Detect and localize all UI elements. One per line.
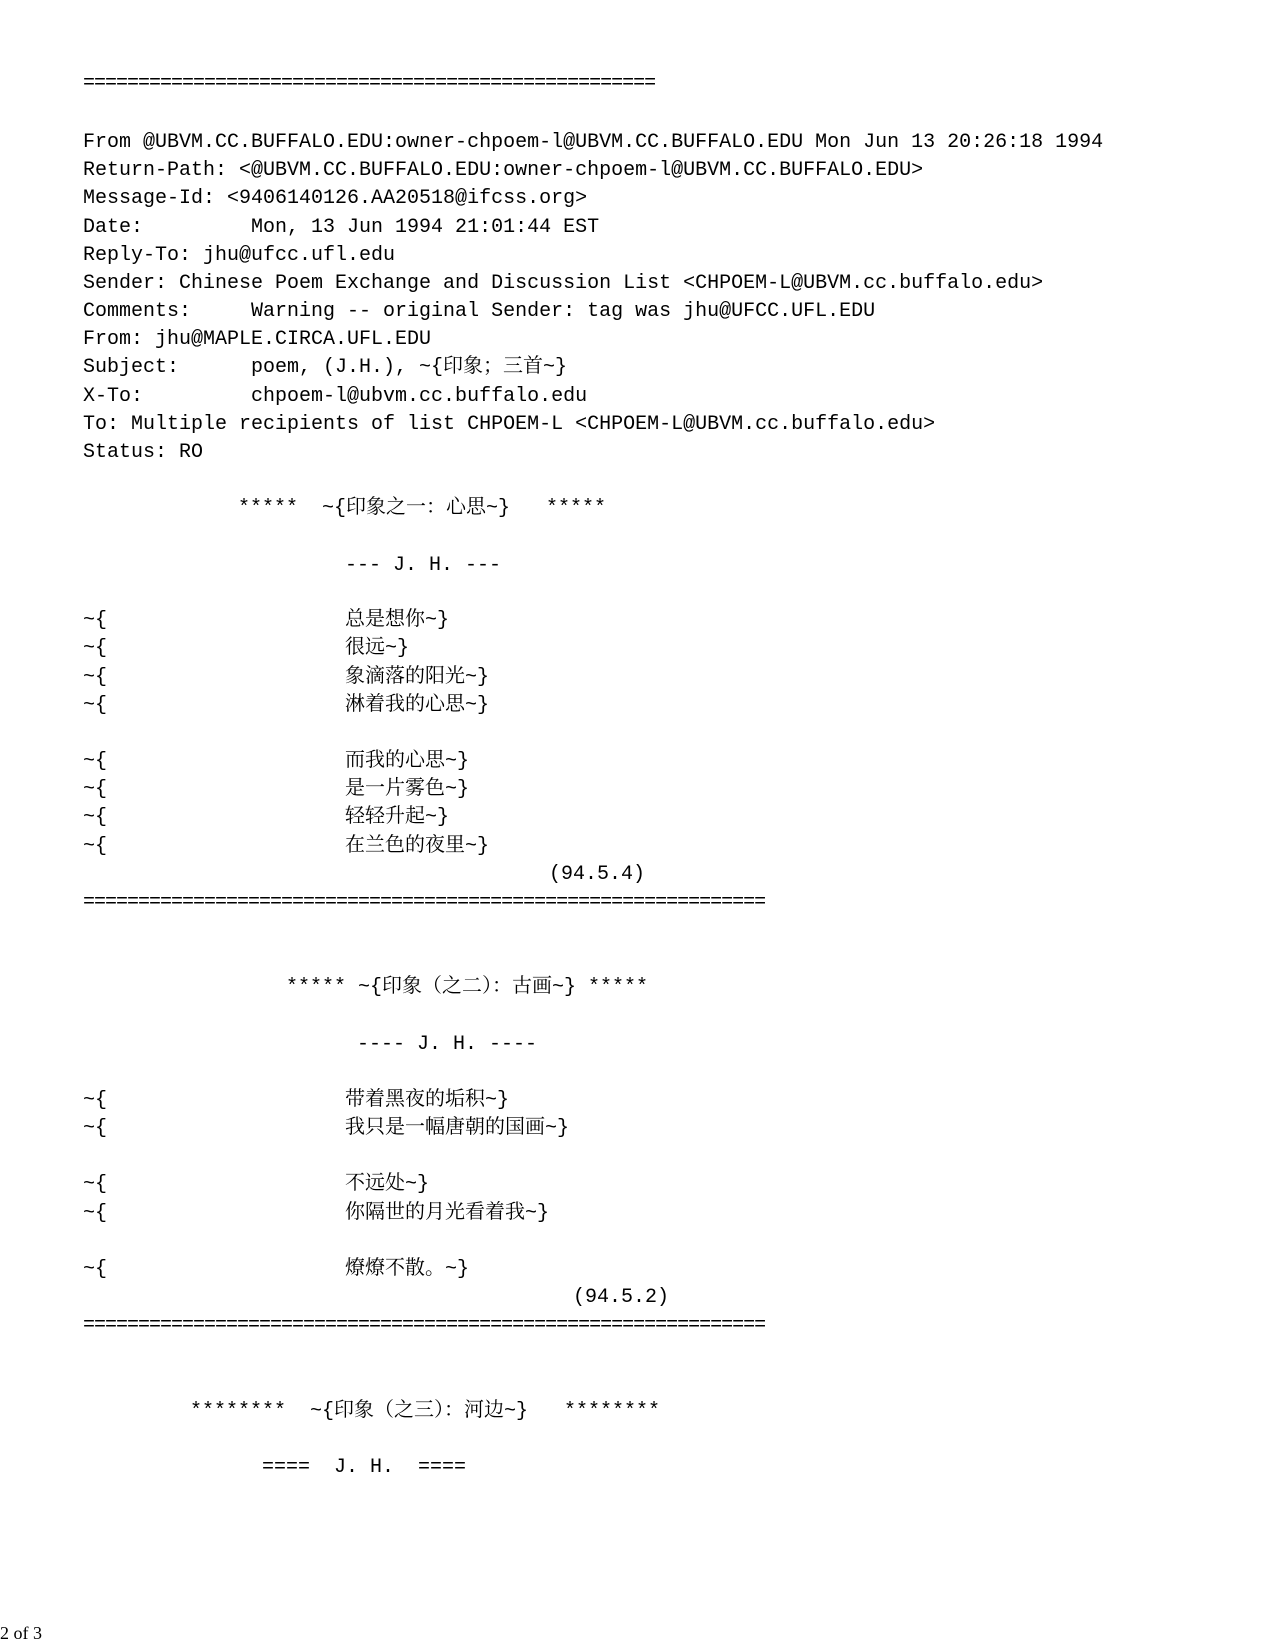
- poem-1-marker: ~{: [83, 806, 108, 829]
- poem-1-line: 淋着我的心思~}: [345, 694, 490, 717]
- poem-1-author: --- J. H. ---: [345, 554, 502, 577]
- poem-1-marker: ~{: [83, 637, 108, 660]
- page-number: 2 of 3: [0, 1623, 42, 1643]
- poem-1-line: 总是想你~}: [345, 609, 450, 632]
- poem-2-marker: ~{: [83, 1173, 108, 1196]
- poem-2-line: 你隔世的月光看着我~}: [345, 1202, 550, 1225]
- header-date: Date: Mon, 13 Jun 1994 21:01:44 EST: [83, 216, 600, 239]
- header-status: Status: RO: [83, 441, 204, 464]
- poem-1-marker: ~{: [83, 694, 108, 717]
- poem-1-marker: ~{: [83, 666, 108, 689]
- poem-1-line: 象滴落的阳光~}: [345, 666, 490, 689]
- poem-1-marker: ~{: [83, 609, 108, 632]
- poem-1-line: 而我的心思~}: [345, 750, 470, 773]
- poem-2-marker: ~{: [83, 1089, 108, 1112]
- poem-2-marker: ~{: [83, 1258, 108, 1281]
- poem-1-marker: ~{: [83, 750, 108, 773]
- header-subject: Subject: poem, (J.H.), ~{印象；三首~}: [83, 356, 568, 379]
- poem-2-author: ---- J. H. ----: [357, 1033, 538, 1056]
- header-from-line: From @UBVM.CC.BUFFALO.EDU:owner-chpoem-l@UBVM.CC.BUFFALO.EDU Mon Jun 13 20:26:18 1994: [83, 131, 1104, 154]
- poem-2-line: 我只是一幅唐朝的国画~}: [345, 1117, 570, 1140]
- top-rule: ====================================================: [83, 72, 656, 95]
- header-sender: Sender: Chinese Poem Exchange and Discussion List <CHPOEM-L@UBVM.cc.buffalo.edu>: [83, 272, 1044, 295]
- poem-1-date: (94.5.4): [549, 863, 646, 886]
- poem-1-line: 在兰色的夜里~}: [345, 835, 490, 858]
- poem-1-title: ***** ~{印象之一：心思~} *****: [238, 497, 607, 520]
- header-from: From: jhu@MAPLE.CIRCA.UFL.EDU: [83, 328, 432, 351]
- header-to: To: Multiple recipients of list CHPOEM-L <CHPOEM-L@UBVM.cc.buffalo.edu>: [83, 413, 936, 436]
- poem-2-marker: ~{: [83, 1202, 108, 1225]
- poem-2-line: 不远处~}: [345, 1173, 430, 1196]
- poem-1-marker: ~{: [83, 835, 108, 858]
- header-reply-to: Reply-To: jhu@ufcc.ufl.edu: [83, 244, 396, 267]
- header-comments: Comments: Warning -- original Sender: tag was jhu@UFCC.UFL.EDU: [83, 300, 876, 323]
- poem-2-date: (94.5.2): [573, 1286, 670, 1309]
- poem-1-line: 轻轻升起~}: [345, 806, 450, 829]
- poem-1-marker: ~{: [83, 778, 108, 801]
- separator-rule: ==============================================================: [83, 1314, 766, 1337]
- poem-2-line: 燎燎不散。~}: [345, 1258, 470, 1281]
- poem-1-line: 很远~}: [345, 637, 410, 660]
- poem-2-marker: ~{: [83, 1117, 108, 1140]
- poem-2-line: 带着黑夜的垢积~}: [345, 1089, 510, 1112]
- poem-3-title: ******** ~{印象（之三）：河边~} ********: [190, 1400, 661, 1423]
- header-x-to: X-To: chpoem-l@ubvm.cc.buffalo.edu: [83, 385, 588, 408]
- separator-rule: ==============================================================: [83, 891, 766, 914]
- header-return-path: Return-Path: <@UBVM.CC.BUFFALO.EDU:owner-chpoem-l@UBVM.CC.BUFFALO.EDU>: [83, 159, 924, 182]
- poem-1-line: 是一片雾色~}: [345, 778, 470, 801]
- poem-3-author: ==== J. H. ====: [262, 1456, 467, 1479]
- header-message-id: Message-Id: <9406140126.AA20518@ifcss.org>: [83, 187, 588, 210]
- poem-2-title: ***** ~{印象（之二）：古画~} *****: [286, 976, 649, 999]
